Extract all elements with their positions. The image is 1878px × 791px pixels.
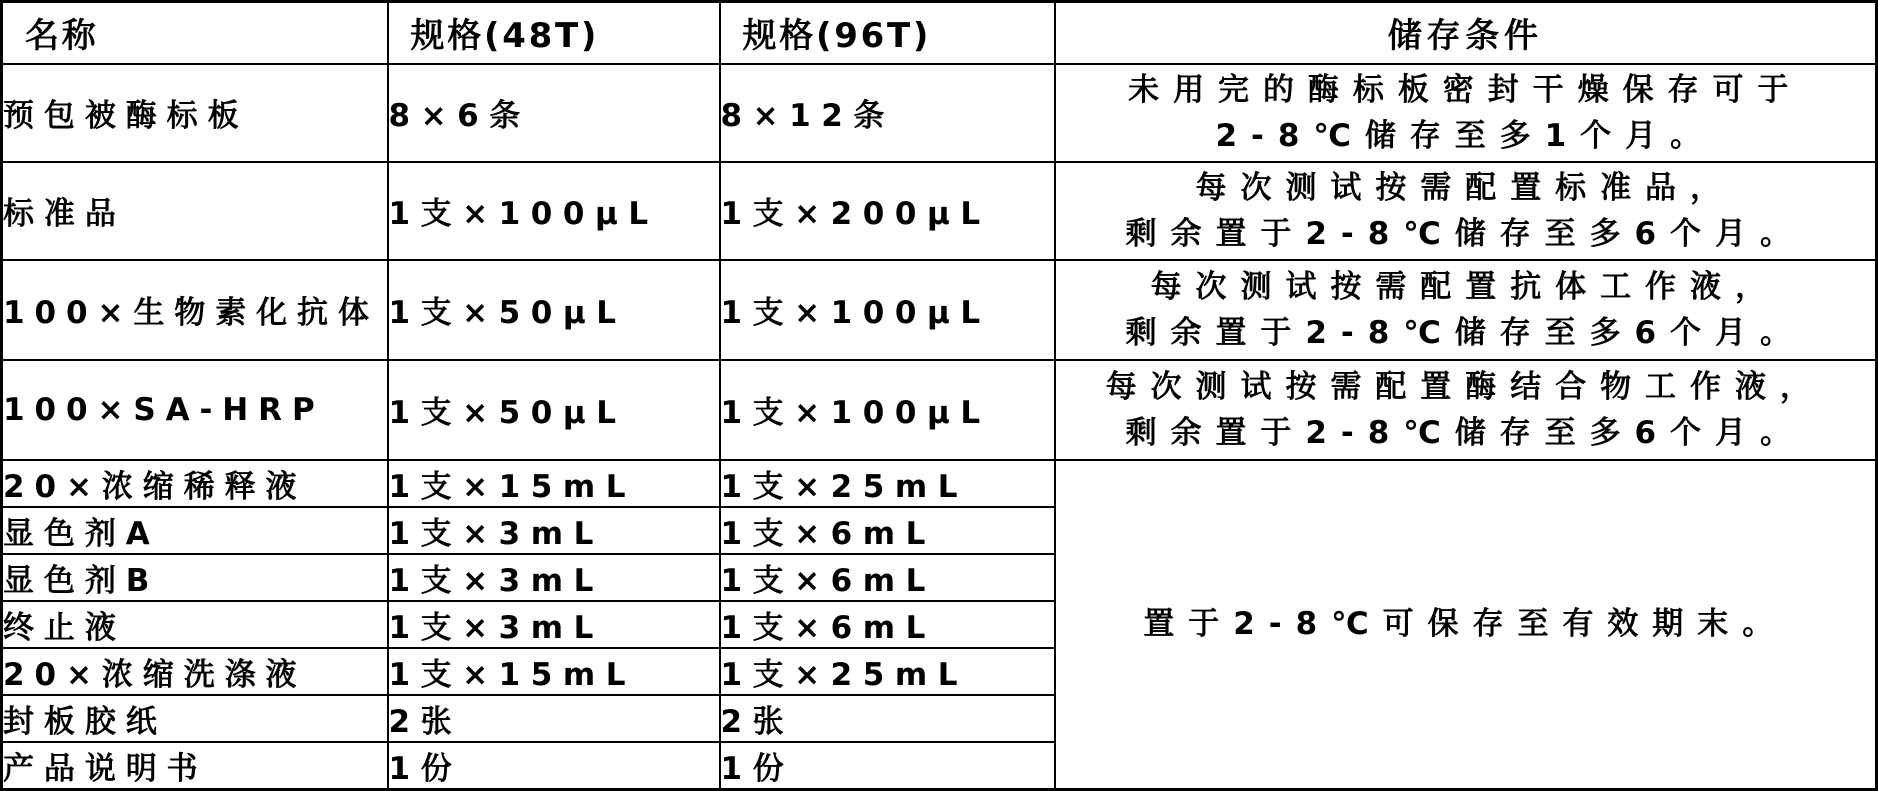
spec-96t-cell: 2张 (720, 695, 1055, 742)
table-row-biotin-antibody (2, 260, 1877, 360)
spec-96t-cell: 1支×100μL (720, 260, 1055, 360)
spec-96t-cell: 1支×200μL (720, 162, 1055, 260)
storage-line: 2-8℃储存至多1个月。 (1215, 117, 1715, 154)
spec-96t-cell: 1支×6mL (720, 601, 1055, 648)
table-row-standard (2, 162, 1877, 260)
storage-line: 每次测试按需配置标准品， (1195, 169, 1735, 206)
reagent-name-cell: 封板胶纸 (2, 695, 388, 742)
spec-48t-cell: 1支×50μL (388, 360, 720, 460)
storage-condition-cell (1055, 260, 1877, 360)
column-header-storage-conditions: 储存条件 (1055, 2, 1877, 64)
spec-96t-cell: 1支×6mL (720, 554, 1055, 601)
reagent-name-cell: 标准品 (2, 162, 388, 260)
spec-48t-cell: 1份 (388, 742, 720, 790)
spec-48t-cell: 1支×3mL (388, 554, 720, 601)
storage-line: 未用完的酶标板密封干燥保存可于 (1128, 71, 1803, 108)
reagent-name-cell: 20×浓缩稀释液 (2, 460, 388, 507)
storage-line: 剩余置于2-8℃储存至多6个月。 (1125, 414, 1805, 451)
storage-line: 每次测试按需配置抗体工作液， (1150, 268, 1780, 305)
reagent-name-cell: 显色剂B (2, 554, 388, 601)
storage-line: 剩余置于2-8℃储存至多6个月。 (1125, 314, 1805, 351)
table-row-diluent (2, 460, 1877, 507)
spec-48t-cell: 1支×50μL (388, 260, 720, 360)
spec-48t-cell: 2张 (388, 695, 720, 742)
spec-96t-cell: 1支×100μL (720, 360, 1055, 460)
reagent-name-cell: 产品说明书 (2, 742, 388, 790)
column-header-spec-48t: 规格(48T) (388, 2, 720, 64)
spec-96t-cell: 1份 (720, 742, 1055, 790)
reagent-name-cell: 20×浓缩洗涤液 (2, 648, 388, 695)
storage-condition-merged-cell (1055, 460, 1877, 790)
table-header-row (2, 2, 1877, 64)
reagent-name-cell: 100×生物素化抗体 (2, 260, 388, 360)
column-header-name: 名称 (2, 2, 388, 64)
table-row-sa-hrp (2, 360, 1877, 460)
spec-96t-cell: 1支×25mL (720, 460, 1055, 507)
table-row-precoated-plate (2, 64, 1877, 162)
reagent-name-cell: 预包被酶标板 (2, 64, 388, 162)
spec-96t-cell: 1支×25mL (720, 648, 1055, 695)
storage-condition-cell (1055, 360, 1877, 460)
spec-48t-cell: 8×6条 (388, 64, 720, 162)
spec-48t-cell: 1支×15mL (388, 648, 720, 695)
spec-48t-cell: 1支×3mL (388, 601, 720, 648)
storage-line: 每次测试按需配置酶结合物工作液， (1105, 368, 1825, 405)
reagent-name-cell: 100×SA-HRP (2, 360, 388, 460)
storage-line: 置于2-8℃可保存至有效期末。 (1143, 606, 1788, 642)
spec-48t-cell: 1支×3mL (388, 507, 720, 554)
spec-96t-cell: 1支×6mL (720, 507, 1055, 554)
spec-48t-cell: 1支×100μL (388, 162, 720, 260)
column-header-spec-96t: 规格(96T) (720, 2, 1055, 64)
spec-96t-cell: 8×12条 (720, 64, 1055, 162)
spec-48t-cell: 1支×15mL (388, 460, 720, 507)
storage-line: 剩余置于2-8℃储存至多6个月。 (1125, 215, 1805, 252)
storage-condition-cell (1055, 162, 1877, 260)
storage-condition-cell (1055, 64, 1877, 162)
reagent-name-cell: 显色剂A (2, 507, 388, 554)
reagent-name-cell: 终止液 (2, 601, 388, 648)
